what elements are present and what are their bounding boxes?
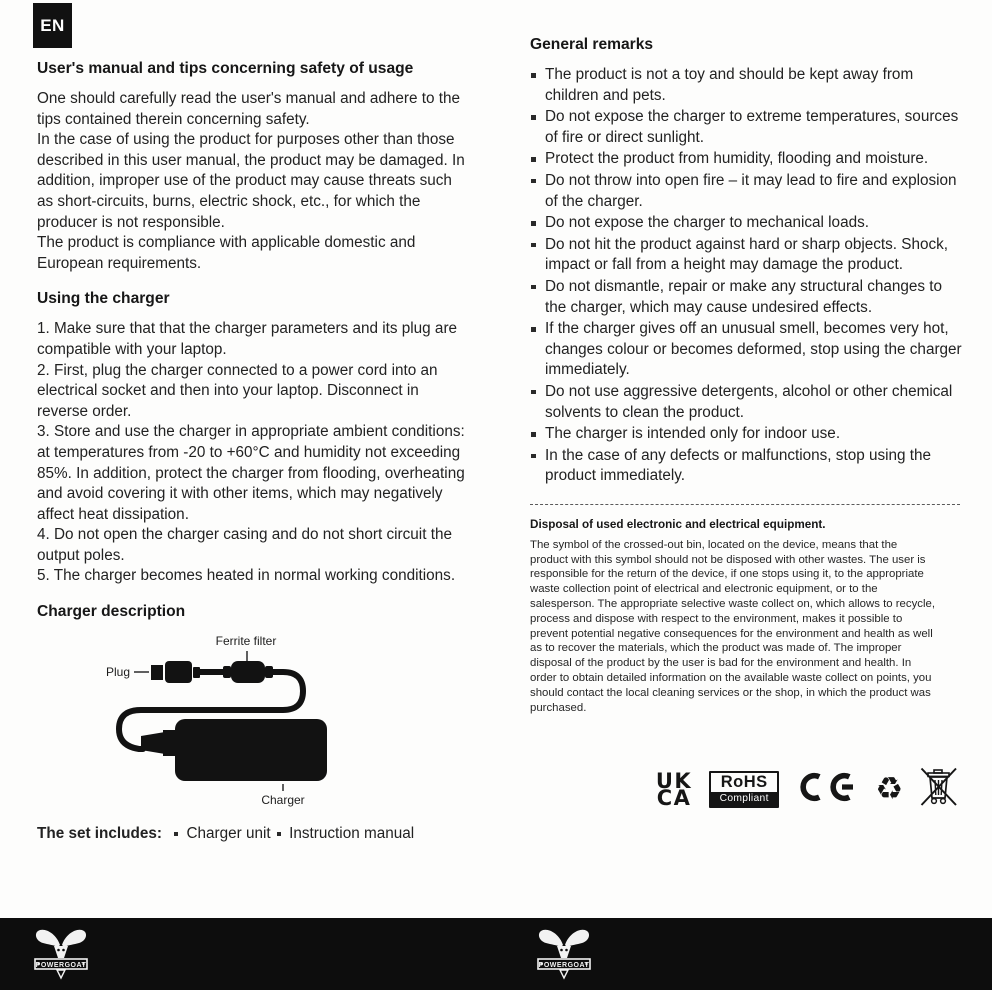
paragraph: One should carefully read the user's manual and adhere to the tips contained therein concerning safety. (37, 90, 461, 128)
rohs-title: RoHS (720, 773, 768, 792)
step: 5. The charger becomes heated in normal working conditions. (37, 567, 456, 585)
bullet-square-icon (277, 832, 282, 837)
list-item: Protect the product from humidity, flooding and moisture. (530, 149, 962, 170)
ukca-mark (655, 768, 693, 810)
set-includes-line (37, 825, 467, 843)
list-item: If the charger gives off an unusual smell, becomes very hot, changes colour or becomes deformed, stop using the charger immediately. (530, 319, 962, 381)
rohs-mark (709, 771, 779, 808)
set-includes-item: Charger unit (186, 825, 271, 843)
ukca-top: UK (655, 768, 693, 793)
paragraph: The product is compliance with applicable domestic and European requirements. (37, 234, 416, 272)
charger-description-heading: Charger description (37, 603, 186, 621)
brand-logo (30, 925, 92, 988)
dashed-divider (530, 504, 960, 505)
set-includes-item: Instruction manual (289, 825, 415, 843)
ce-mark-icon (796, 771, 858, 808)
plug-label: Plug (105, 665, 130, 680)
ferrite-filter-label: Ferrite filter (215, 634, 277, 649)
charger-brick-icon (175, 719, 327, 781)
dc-connector-collar (163, 730, 176, 756)
safety-heading: User's manual and tips concerning safety of usage (37, 60, 414, 77)
charger-label: Charger (261, 793, 305, 808)
using-charger-steps (37, 319, 467, 587)
list-item: Do not expose the charger to mechanical loads. (530, 213, 962, 234)
general-remarks-heading: General remarks (530, 36, 654, 53)
list-item: Do not expose the charger to extreme temperatures, sources of fire or direct sunlight. (530, 107, 962, 148)
cable-boot (223, 666, 231, 678)
compliance-marks-row (530, 767, 962, 812)
right-column (530, 36, 962, 812)
footer-bar (0, 918, 992, 990)
weee-bin-glyph (920, 767, 958, 807)
ce-mark-glyphs (796, 771, 858, 803)
list-item: Do not throw into open fire – it may lead to fire and explosion of the charger. (530, 171, 962, 212)
rohs-subtitle: Compliant (711, 792, 777, 806)
language-badge: EN (33, 3, 72, 48)
step: 3. Store and use the charger in appropriate ambient conditions: at temperatures from -20 to +60°C and humidity not exceeding 85%. In addition, protect the charger from flooding, overheating and avoid covering it with other items, which may negatively affect heat dissipation. (37, 423, 465, 523)
list-item: Do not dismantle, repair or make any structural changes to the charger, which may cause undesired effects. (530, 277, 962, 318)
left-column (37, 60, 467, 843)
brand-logo (533, 925, 595, 988)
list-item: The charger is intended only for indoor use. (530, 424, 962, 445)
powergoat-logo-icon (533, 925, 595, 983)
paragraph: In the case of using the product for purposes other than those described in this user manual, the product may be damaged. In addition, improper use of the product may cause threats such as short-circuits, burns, electric shock, etc., for which the producer is not responsible. (37, 131, 465, 231)
set-includes-label: The set includes: (37, 825, 162, 843)
brand-name: POWERGOAT (35, 962, 87, 969)
step: 1. Make sure that that the charger parameters and its plug are compatible with your laptop. (37, 320, 458, 358)
recycle-icon: ♻ (875, 771, 903, 808)
weee-crossed-bin-icon (920, 767, 958, 812)
cable-boot (193, 667, 200, 678)
step: 4. Do not open the charger casing and do not short circuit the output poles. (37, 526, 452, 564)
list-item: Do not use aggressive detergents, alcohol or other chemical solvents to clean the product. (530, 382, 962, 423)
list-item: Do not hit the product against hard or sharp objects. Shock, impact or fall from a height may damage the product. (530, 235, 962, 276)
charger-diagram-illustration (83, 632, 423, 810)
safety-paragraphs (37, 89, 467, 274)
disposal-section (530, 518, 962, 716)
powergoat-logo-icon (30, 925, 92, 983)
step: 2. First, plug the charger connected to a power cord into an electrical socket and then into your laptop. Disconnect in reverse order. (37, 361, 438, 420)
disposal-body: The symbol of the crossed-out bin, located on the device, means that the product with this symbol should not be disposed with other wastes. The user is responsible for the return of the device, if one stops using it, to the appropriate waste collection point of electrical and electronic equipment, or to the salesperson. The appropriate selective waste collect on, which allows to recycle, process and dispose with respect to the environment, makes it possible to prevent potential negative consequences for the environment and health as well as to recover the materials, which the product was made of. The improper disposal of the product by the user is bad for the environment and health. In order to obtain detailed information on the available waste collect on points, you should contact the local cleaning services or the shop, in which the product was purchased. (530, 538, 935, 714)
using-charger-heading: Using the charger (37, 290, 170, 308)
general-remarks-list (530, 65, 962, 487)
plug-tip-icon (151, 665, 163, 680)
brand-name: POWERGOAT (538, 962, 590, 969)
disposal-heading: Disposal of used electronic and electrical equipment. (530, 517, 826, 531)
bullet-square-icon (174, 832, 179, 837)
list-item: The product is not a toy and should be kept away from children and pets. (530, 65, 962, 106)
charger-diagram (83, 632, 467, 815)
plug-body-icon (165, 661, 192, 683)
list-item: In the case of any defects or malfunctions, stop using the product immediately. (530, 446, 962, 487)
ferrite-filter-icon (231, 661, 265, 683)
ukca-bottom: CA (656, 785, 692, 810)
